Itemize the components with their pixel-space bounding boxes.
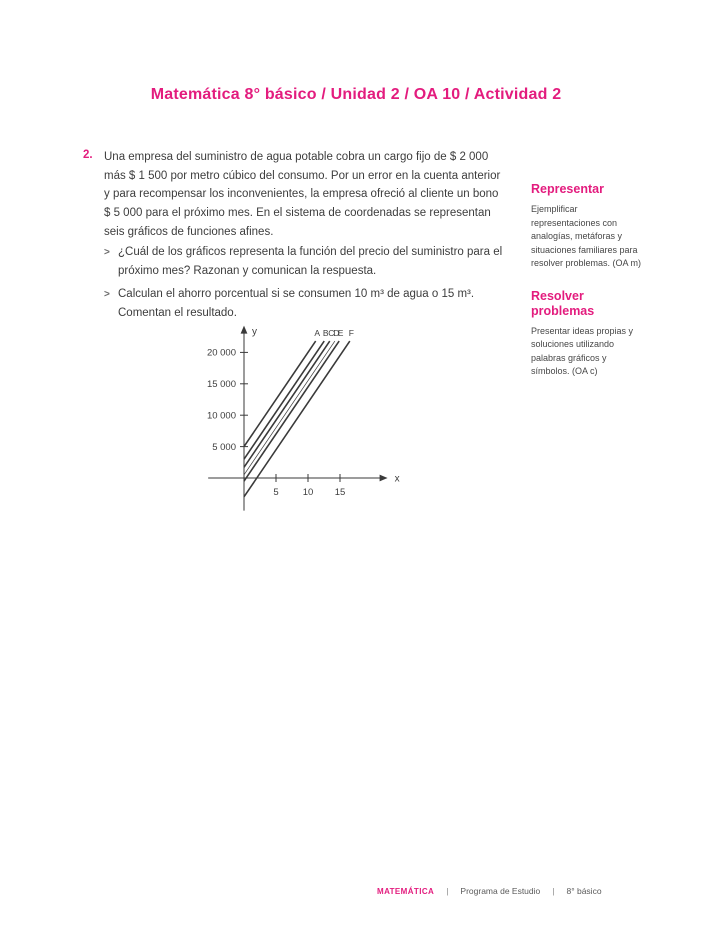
chevron-bullet-icon: > (104, 289, 110, 300)
bullet-item (104, 243, 504, 281)
svg-text:20 000: 20 000 (206, 347, 236, 359)
footer-separator: | (552, 886, 555, 896)
svg-text:10: 10 (302, 487, 314, 498)
skills-sidebar (531, 182, 643, 397)
footer-brand: MATEMÁTICA (377, 887, 435, 896)
item-paragraph: Una empresa del suministro de agua potable cobra un cargo fijo de $ 2 000 más $ 1 500 por metro cúbico del consumo. Por un error en la cuenta anterior y para recompensar los inconvenientes, la empresa ofreció al cliente un bono $ 5 000 para el próximo mes. En el sistema de coordenadas se representan seis gráficos de funciones afines. (104, 151, 501, 238)
svg-text:B: B (322, 328, 329, 339)
skill-section (531, 182, 643, 271)
skill-heading: Representar (531, 182, 604, 196)
bullet-text: Calculan el ahorro porcentual si se consumen 10 m³ de agua o 15 m³. Comentan el resultado. (118, 288, 475, 319)
coordinate-system-chart (188, 318, 420, 524)
footer-separator: | (446, 886, 449, 896)
item-number: 2. (83, 149, 93, 161)
svg-text:E: E (337, 328, 344, 339)
svg-text:C: C (328, 328, 335, 339)
affine-functions-graph (188, 318, 420, 524)
chevron-bullet-icon: > (104, 247, 110, 258)
page-title: Matemática 8° básico / Unidad 2 / OA 10 / Actividad 2 (150, 86, 562, 103)
skill-description: Presentar ideas propias y soluciones utilizando palabras gráficos y símbolos. (OA c) (531, 325, 634, 376)
bullet-text: ¿Cuál de los gráficos representa la función del precio del suministro para el próximo mes? Razonan y comunican la respuesta. (118, 246, 503, 277)
svg-text:10 000: 10 000 (206, 410, 236, 422)
svg-text:x: x (394, 473, 400, 485)
svg-text:A: A (314, 328, 321, 339)
svg-text:y: y (252, 326, 257, 338)
skill-section (531, 289, 643, 379)
svg-text:15 000: 15 000 (206, 379, 236, 391)
svg-text:5: 5 (273, 487, 279, 498)
footer-program: Programa de Estudio (460, 886, 541, 896)
skill-description: Ejemplificar representaciones con analogías, metáforas y situaciones familiares para resolver problemas. (OA m) (531, 204, 642, 268)
svg-text:F: F (348, 328, 354, 339)
page-footer (377, 886, 602, 896)
svg-text:D: D (333, 328, 340, 339)
footer-grade: 8° básico (566, 886, 602, 896)
skill-heading: Resolver problemas (531, 288, 595, 318)
svg-text:15: 15 (334, 487, 346, 498)
svg-text:5 000: 5 000 (212, 441, 236, 453)
